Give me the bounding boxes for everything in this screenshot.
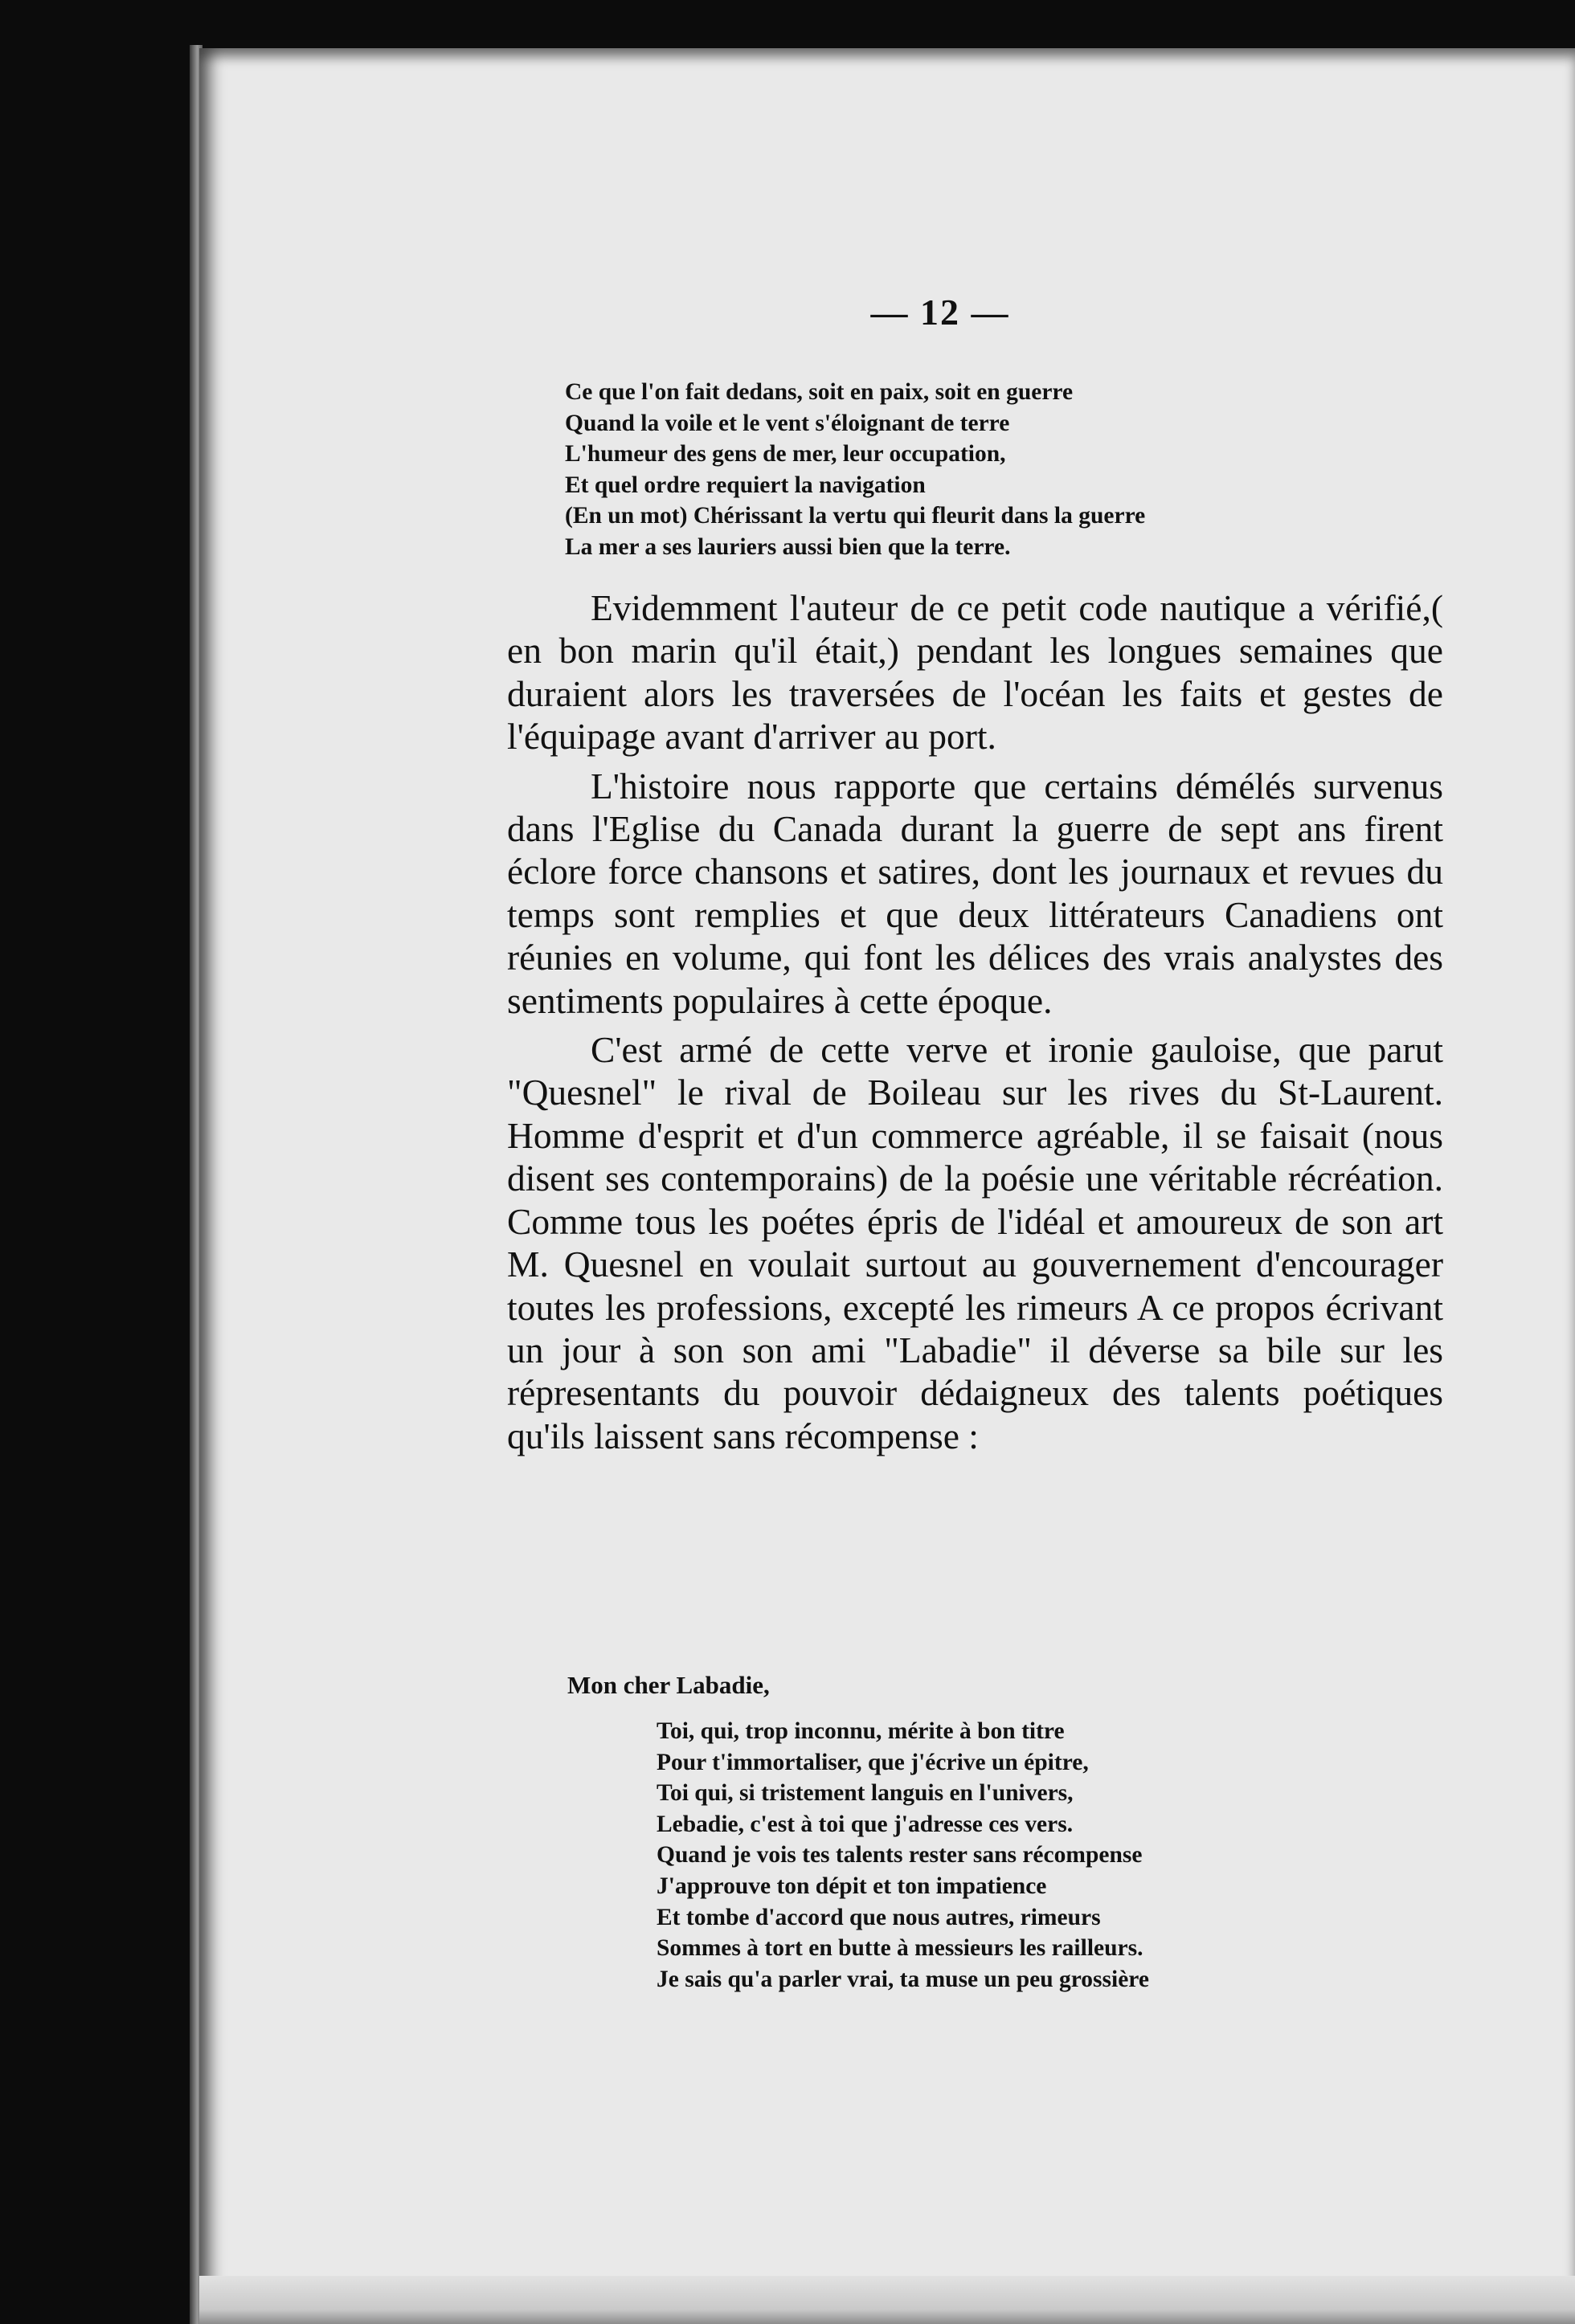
page-bottom-curl [199, 2276, 1575, 2324]
verse-line: Et tombe d'accord que nous autres, rimeurs [657, 1904, 1101, 1930]
verse-line: Sommes à tort en butte à messieurs les railleurs. [657, 1935, 1143, 1962]
verse-top [565, 377, 1145, 563]
letter-salutation: Mon cher Labadie, [567, 1671, 770, 1699]
verse-line: Lebadie, c'est à toi que j'adresse ces vers. [657, 1811, 1074, 1837]
page-number: — 12 — [870, 292, 1010, 333]
verse-line: (En un mot) Chérissant la vertu qui fleurit dans la guerre [565, 503, 1146, 529]
prose-body [507, 586, 1443, 1464]
verse-line: Quand la voile et le vent s'éloignant de terre [565, 410, 1010, 436]
verse-line: Pour t'immortaliser, que j'écrive un épitre, [657, 1749, 1089, 1775]
verse-line: Toi, qui, trop inconnu, mérite à bon titre [657, 1718, 1065, 1744]
verse-line: Ce que l'on fait dedans, soit en paix, soit en guerre [565, 379, 1074, 405]
paragraph: C'est armé de cette verve et ironie gauloise, que parut "Quesnel" le rival de Boileau sur les rives du St-Laurent. Homme d'esprit et d'un commerce agréable, il se faisait (nous disent ses contemporains) de la poésie une véritable récréation. Comme tous les poétes épris de l'idéal et amoureux de son art M. Quesnel en voulait surtout au gouvernement d'encourager toutes les professions, excepté les rimeurs A ce propos écrivant un jour à son son ami "Labadie" il déverse sa bile sur les répresentants du pouvoir dédaigneux des talents poétiques qu'ils laissent sans récompense : [507, 1029, 1443, 1456]
verse-line: La mer a ses lauriers aussi bien que la terre. [565, 533, 1011, 560]
verse-line: J'approuve ton dépit et ton impatience [657, 1873, 1047, 1899]
paragraph: Evidemment l'auteur de ce petit code nautique a vérifié,( en bon marin qu'il était,) pendant les longues semaines que duraient alors les traversées de l'océan les faits et gestes de l'équipage avant d'arriver au port. [507, 587, 1443, 758]
verse-line: Toi qui, si tristement languis en l'univers, [657, 1780, 1074, 1807]
verse-line: Quand je vois tes talents rester sans récompense [657, 1842, 1143, 1869]
verse-line: Je sais qu'a parler vrai, ta muse un peu grossière [657, 1966, 1149, 1992]
letter-verse [657, 1716, 1149, 1995]
verse-line: L'humeur des gens de mer, leur occupation, [565, 441, 1006, 468]
paragraph: L'histoire nous rapporte que certains démélés survenus dans l'Eglise du Canada durant la guerre de sept ans firent éclore force chansons et satires, dont les journaux et revues du temps sont remplies et que deux littérateurs Canadiens ont réunies en volume, qui font les délices des vrais analystes des sentiments populaires à cette époque. [507, 765, 1443, 1021]
verse-line: Et quel ordre requiert la navigation [565, 472, 926, 498]
